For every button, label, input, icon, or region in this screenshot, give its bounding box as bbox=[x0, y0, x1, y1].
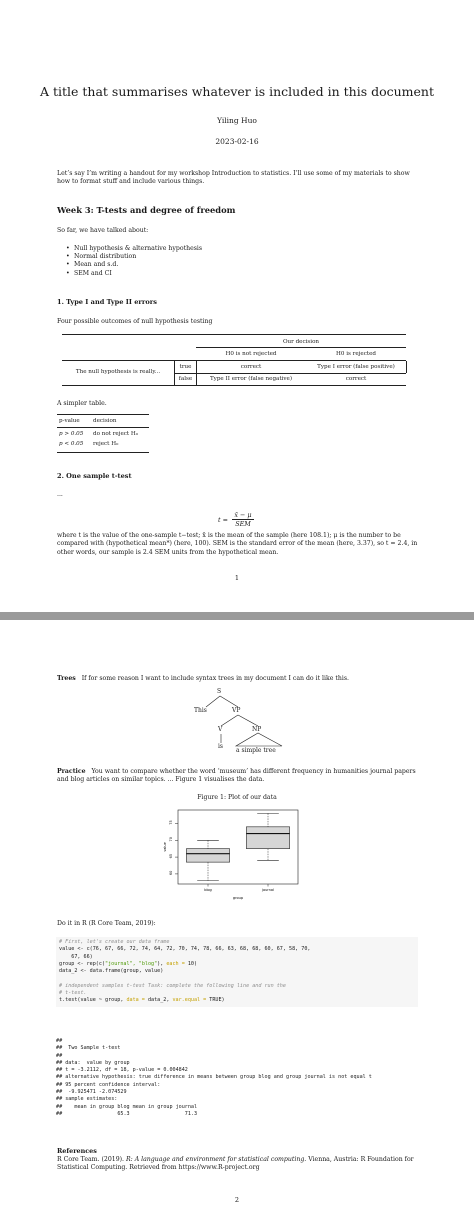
y-axis-label: value bbox=[163, 842, 167, 852]
x-tick-label: blog bbox=[204, 888, 212, 892]
tree-node-s: S bbox=[217, 688, 222, 695]
page-separator bbox=[0, 612, 474, 620]
y-tick-label: 70 bbox=[169, 837, 173, 842]
trees-label: Trees bbox=[57, 675, 76, 682]
tree-node-this: This bbox=[194, 707, 207, 714]
r-code-block bbox=[56, 937, 418, 1007]
table-false-label: false bbox=[178, 376, 193, 382]
code-line: value <- c(76, 67, 66, 72, 74, 64, 72, 70, 74, 78, 66, 63, 68, 68, 60, 67, 58, 70, bbox=[59, 946, 311, 953]
figure-caption: Figure 1: Plot of our data bbox=[197, 794, 277, 801]
table-cell: Type I error (false positive) bbox=[317, 364, 395, 370]
table-header-not-rejected: H0 is not rejected bbox=[225, 351, 277, 357]
section-1-heading: 1. Type I and Type II errors bbox=[57, 298, 157, 306]
table-row-label: The null hypothesis is really... bbox=[75, 369, 161, 375]
code-line: data_2 <- data.frame(group, value) bbox=[59, 968, 164, 975]
table-cell: correct bbox=[240, 364, 262, 370]
code-comment: # First, let's create our data frame bbox=[59, 939, 170, 945]
list-item: • Null hypothesis & alternative hypothesis bbox=[66, 245, 202, 253]
section-2-heading: 2. One sample t-test bbox=[57, 472, 132, 480]
practice-label: Practice bbox=[57, 768, 86, 775]
so-far-text: So far, we have talked about: bbox=[57, 227, 149, 234]
do-it-text: Do it in R (R Core Team, 2019): bbox=[57, 920, 156, 927]
intro-paragraph: Let’s say I’m writing a handout for my workshop Introduction to statistics. I’ll use some of my materials to show how to format stuff and include various things. bbox=[57, 170, 410, 186]
trees-paragraph bbox=[57, 675, 419, 683]
tree-node-v: V bbox=[218, 726, 223, 733]
table-true-label: true bbox=[179, 364, 192, 370]
tree-node-is: is bbox=[218, 743, 223, 750]
tree-node-vp: VP bbox=[232, 707, 241, 714]
author: Yiling Huo bbox=[217, 116, 257, 125]
x-axis-label: group bbox=[232, 896, 244, 900]
syntax-tree bbox=[190, 686, 300, 758]
box-blog bbox=[186, 849, 229, 862]
table-header-our-decision: Our decision bbox=[282, 339, 320, 345]
table-cell: correct bbox=[345, 376, 367, 382]
table-cell: p < 0.05 bbox=[59, 441, 84, 447]
code-line: t.test(value ~ group, data = data_2, var.equal = TRUE) bbox=[59, 997, 225, 1004]
tree-node-np: NP bbox=[252, 726, 262, 733]
document-title: A title that summarises whatever is included in this document bbox=[39, 84, 434, 99]
table-cell: p > 0.05 bbox=[59, 431, 84, 437]
reference-entry: R Core Team. (2019). R: A language and environment for statistical computing. Vienna, Austria: R Foundation for Statistical Computing. Retrieved from https://www.R-project.org bbox=[57, 1156, 414, 1172]
boxplot-chart bbox=[160, 802, 310, 912]
page-number: 2 bbox=[234, 1196, 240, 1204]
y-tick-label: 75 bbox=[169, 820, 173, 825]
y-tick-label: 65 bbox=[169, 853, 173, 859]
section-1-text: Four possible outcomes of null hypothesis testing bbox=[57, 318, 213, 325]
practice-paragraph bbox=[57, 768, 419, 785]
table-cell: do not reject H₀ bbox=[93, 431, 139, 437]
list-item: • SEM and CI bbox=[66, 270, 202, 278]
code-line: group <- rep(c("journal", "blog"), each = 10) bbox=[59, 960, 198, 967]
r-output-block: ## ## Two Sample t-test ## ## data: value by group ## t = -3.2112, df = 18, p-value = 0.004842 ## alternative hypothesis: true difference in means between group blog and group journal is not equal t ## 95 percent confidence interval: ## -9.925471 -2.074529 ## sample estimates: ## mean in group blog mean in group journal ## 65.3 71.3 bbox=[56, 1038, 372, 1117]
page-number: 1 bbox=[234, 574, 240, 582]
code-line: 67, 66) bbox=[59, 953, 93, 960]
list-item: • Normal distribution bbox=[66, 253, 202, 261]
simpler-table-text: A simpler table. bbox=[57, 400, 107, 407]
t-test-explanation: where t is the value of the one-sample t−test; x̄ is the mean of the sample (here 108.1); μ is the number to be compared with (hypothetical mean*) (here, 100). SEM is the standard error of the mean (here, 3.37), so t = 2.4, in other words, our sample is 2.4 SEM units from the hypothetical mean. bbox=[57, 532, 418, 556]
code-comment: # t-test. bbox=[59, 990, 87, 997]
date: 2023-02-16 bbox=[215, 137, 259, 146]
table-cell: Type II error (false negative) bbox=[209, 376, 293, 382]
trees-text: If for some reason I want to include syntax trees in my document I can do it like this. bbox=[81, 675, 349, 682]
references-heading: References bbox=[57, 1147, 97, 1155]
page-1 bbox=[0, 0, 474, 612]
table-header: p-value bbox=[59, 418, 80, 424]
tree-node-simple-tree: a simple tree bbox=[236, 747, 276, 754]
y-tick-label: 60 bbox=[169, 870, 173, 876]
formula-denominator: SEM bbox=[235, 520, 251, 528]
x-tick-label: journal bbox=[261, 888, 275, 892]
table-cell: reject H₀ bbox=[93, 441, 119, 447]
topic-list bbox=[66, 245, 202, 278]
code-comment: # independent samples t-test Task: complete the following line and run the bbox=[59, 982, 286, 989]
practice-text: You want to compare whether the word ‘museum’ has different frequency in humanities journal papers and blog articles on similar topics. ... Figure 1 visualises the data. bbox=[57, 768, 416, 784]
ellipsis: ... bbox=[57, 491, 63, 498]
list-item: • Mean and s.d. bbox=[66, 261, 202, 269]
table-header-rejected: H0 is rejected bbox=[336, 351, 376, 357]
box-journal bbox=[246, 827, 289, 849]
table-header: decision bbox=[93, 418, 117, 424]
page-2 bbox=[0, 620, 474, 1230]
formula-numerator: x̄ − μ bbox=[234, 511, 252, 519]
week-heading: Week 3: T-tests and degree of freedom bbox=[57, 205, 236, 215]
formula-lhs: t = bbox=[218, 516, 228, 524]
